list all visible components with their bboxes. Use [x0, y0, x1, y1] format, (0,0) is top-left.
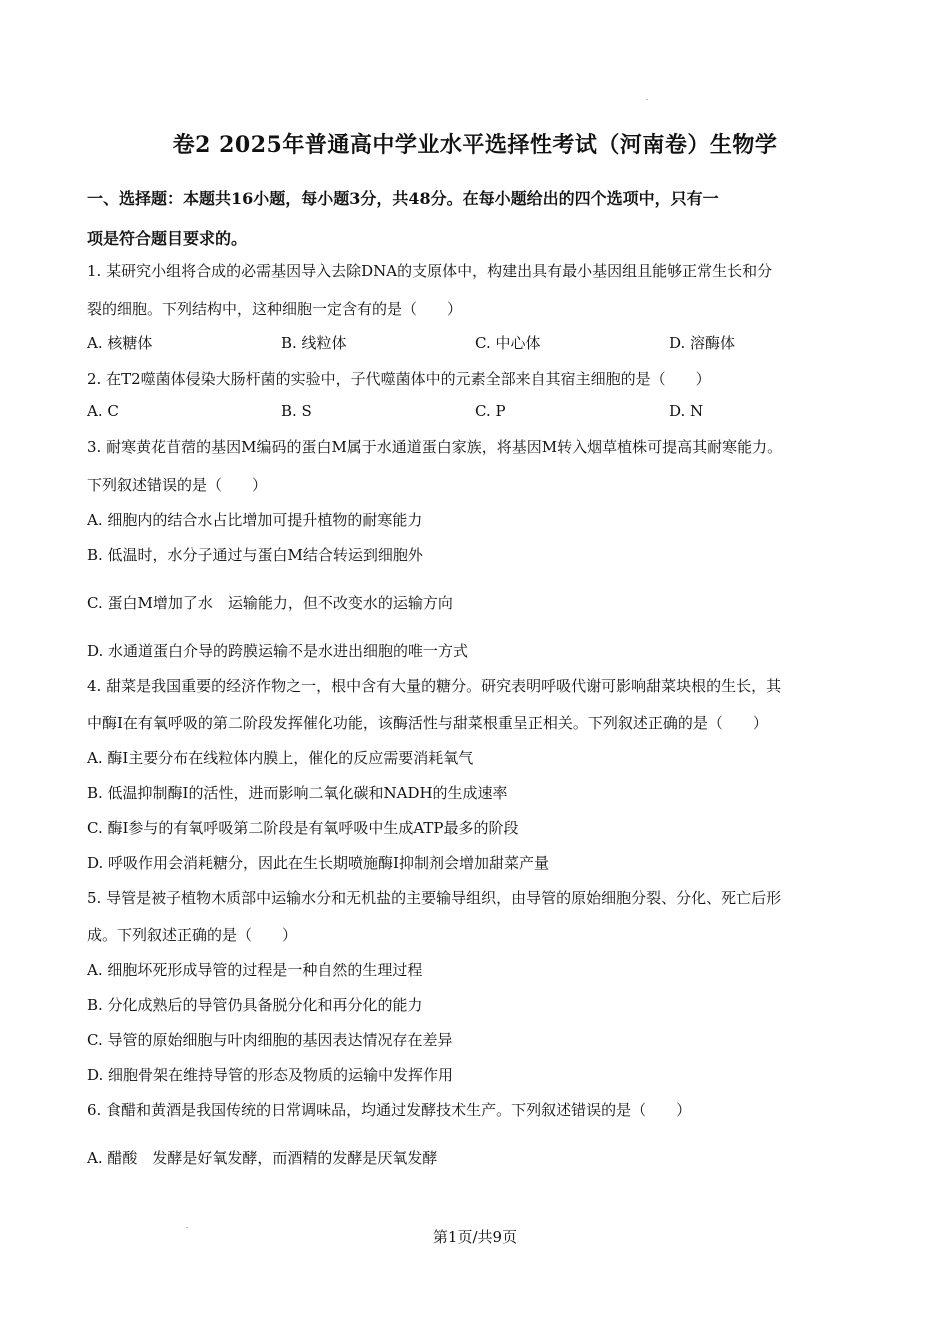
q3-option-d[interactable]: D. 水通道蛋白介导的跨膜运输不是水进出细胞的唯一方式 — [87, 642, 469, 660]
q2-option-b[interactable]: B. S — [281, 402, 312, 420]
section-heading-line-1: 一、选择题：本题共16小题，每小题3分，共48分。在每小题给出的四个选项中，只有一 — [87, 189, 719, 208]
q4-stem-line-1: 4. 甜菜是我国重要的经济作物之一，根中含有大量的糖分。研究表明呼吸代谢可影响甜菜块根的生长，其 — [87, 677, 782, 695]
q4-option-c[interactable]: C. 酶Ⅰ参与的有氧呼吸第二阶段是有氧呼吸中生成ATP最多的阶段 — [87, 819, 519, 837]
q1-option-d[interactable]: D. 溶酶体 — [669, 334, 736, 352]
section-heading-line-2: 项是符合题目要求的。 — [87, 229, 248, 248]
q4-option-d[interactable]: D. 呼吸作用会消耗糖分，因此在生长期喷施酶Ⅰ抑制剂会增加甜菜产量 — [87, 854, 549, 872]
q1-stem-line-2: 裂的细胞。下列结构中，这种细胞一定含有的是（ ） — [87, 300, 463, 318]
q2-stem-line-1: 2. 在T2噬菌体侵染大肠杆菌的实验中，子代噬菌体中的元素全部来自其宿主细胞的是（ ） — [87, 370, 711, 388]
q5-option-d[interactable]: D. 细胞骨架在维持导管的形态及物质的运输中发挥作用 — [87, 1066, 454, 1084]
q5-option-a[interactable]: A. 细胞坏死形成导管的过程是一种自然的生理过程 — [87, 961, 423, 979]
q1-option-c[interactable]: C. 中心体 — [475, 334, 541, 352]
q3-option-b[interactable]: B. 低温时，水分子通过与蛋白M结合转运到细胞外 — [87, 546, 423, 564]
scan-dot — [646, 99, 648, 100]
q3-option-c[interactable]: C. 蛋白M增加了水 运输能力，但不改变水的运输方向 — [87, 594, 453, 612]
q2-option-d[interactable]: D. N — [669, 402, 704, 420]
q5-stem-line-2: 成。下列叙述正确的是（ ） — [87, 926, 298, 944]
q5-option-c[interactable]: C. 导管的原始细胞与叶肉细胞的基因表达情况存在差异 — [87, 1031, 453, 1049]
q1-stem-line-1: 1. 某研究小组将合成的必需基因导入去除DNA的支原体中，构建出具有最小基因组且能够正常生长和分 — [87, 262, 773, 280]
q1-option-b[interactable]: B. 线粒体 — [281, 334, 347, 352]
q5-stem-line-1: 5. 导管是被子植物木质部中运输水分和无机盐的主要输导组织，由导管的原始细胞分裂、分化、死亡后形 — [87, 889, 782, 907]
q2-option-a[interactable]: A. C — [87, 402, 119, 420]
q2-options-row — [87, 402, 877, 422]
q6-stem-line-1: 6. 食醋和黄酒是我国传统的日常调味品，均通过发酵技术生产。下列叙述错误的是（ ） — [87, 1101, 692, 1119]
q1-options-row — [87, 332, 877, 352]
q5-option-b[interactable]: B. 分化成熟后的导管仍具备脱分化和再分化的能力 — [87, 996, 423, 1014]
q4-stem-line-2: 中酶Ⅰ在有氧呼吸的第二阶段发挥催化功能，该酶活性与甜菜根重呈正相关。下列叙述正确的是（ ） — [87, 714, 768, 732]
q6-option-a[interactable]: A. 醋酸 发酵是好氧发酵，而酒精的发酵是厌氧发酵 — [87, 1149, 438, 1167]
q2-option-c[interactable]: C. P — [475, 402, 506, 420]
q3-stem-line-2: 下列叙述错误的是（ ） — [87, 476, 268, 494]
q4-option-b[interactable]: B. 低温抑制酶Ⅰ的活性，进而影响二氧化碳和NADH的生成速率 — [87, 784, 508, 802]
page-title: 卷2 2025年普通高中学业水平选择性考试（河南卷）生物学 — [172, 132, 778, 158]
page-number-footer: 第1页/共9页 — [432, 1228, 518, 1246]
q3-option-a[interactable]: A. 细胞内的结合水占比增加可提升植物的耐寒能力 — [87, 511, 423, 529]
q1-option-a[interactable]: A. 核糖体 — [87, 334, 153, 352]
q3-stem-line-1: 3. 耐寒黄花苜蓿的基因M编码的蛋白M属于水通道蛋白家族，将基因M转入烟草植株可提高其耐寒能力。 — [87, 438, 783, 456]
q4-option-a[interactable]: A. 酶Ⅰ主要分布在线粒体内膜上，催化的反应需要消耗氧气 — [87, 749, 474, 767]
